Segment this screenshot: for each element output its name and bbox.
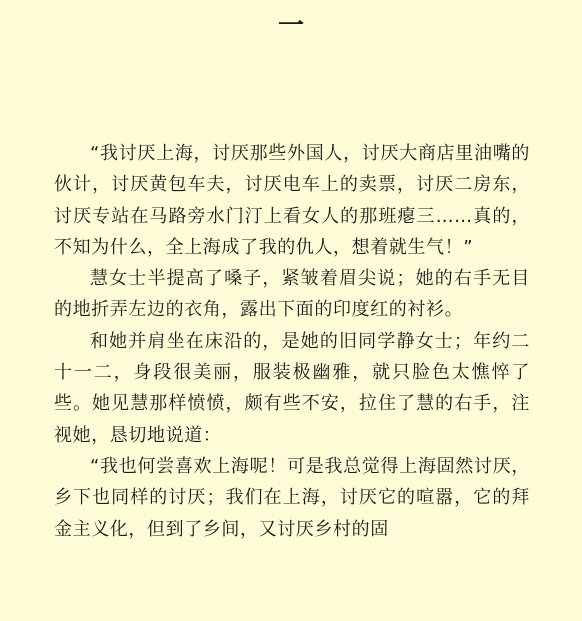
chapter-body	[54, 138, 530, 545]
paragraph-2: 慧女士半提高了嗓子，紧皱着眉尖说；她的右手无目的地折弄左边的衣角，露出下面的印度红的衬衫。	[54, 268, 530, 321]
chapter-title: 一	[277, 11, 304, 41]
paragraph-3: 和她并肩坐在床沿的，是她的旧同学静女士；年约二十一二，身段很美丽，服装极幽雅，就只脸色太憔悴了些。她见慧那样愤愤，颇有些不安，拉住了慧的右手，注视她，恳切地说道：	[54, 330, 530, 446]
paragraph-4: “我也何尝喜欢上海呢！可是我总觉得上海固然讨厌，乡下也同样的讨厌；我们在上海，讨厌它的喧嚣，它的拜金主义化，但到了乡间，又讨厌乡村的固	[54, 455, 530, 540]
paragraph-1: “我讨厌上海，讨厌那些外国人，讨厌大商店里油嘴的伙计，讨厌黄包车夫，讨厌电车上的卖票，讨厌二房东，讨厌专站在马路旁水门汀上看女人的那班瘪三……真的，不知为什么，全上海成了我的仇人，想着就生气！”	[54, 143, 530, 258]
